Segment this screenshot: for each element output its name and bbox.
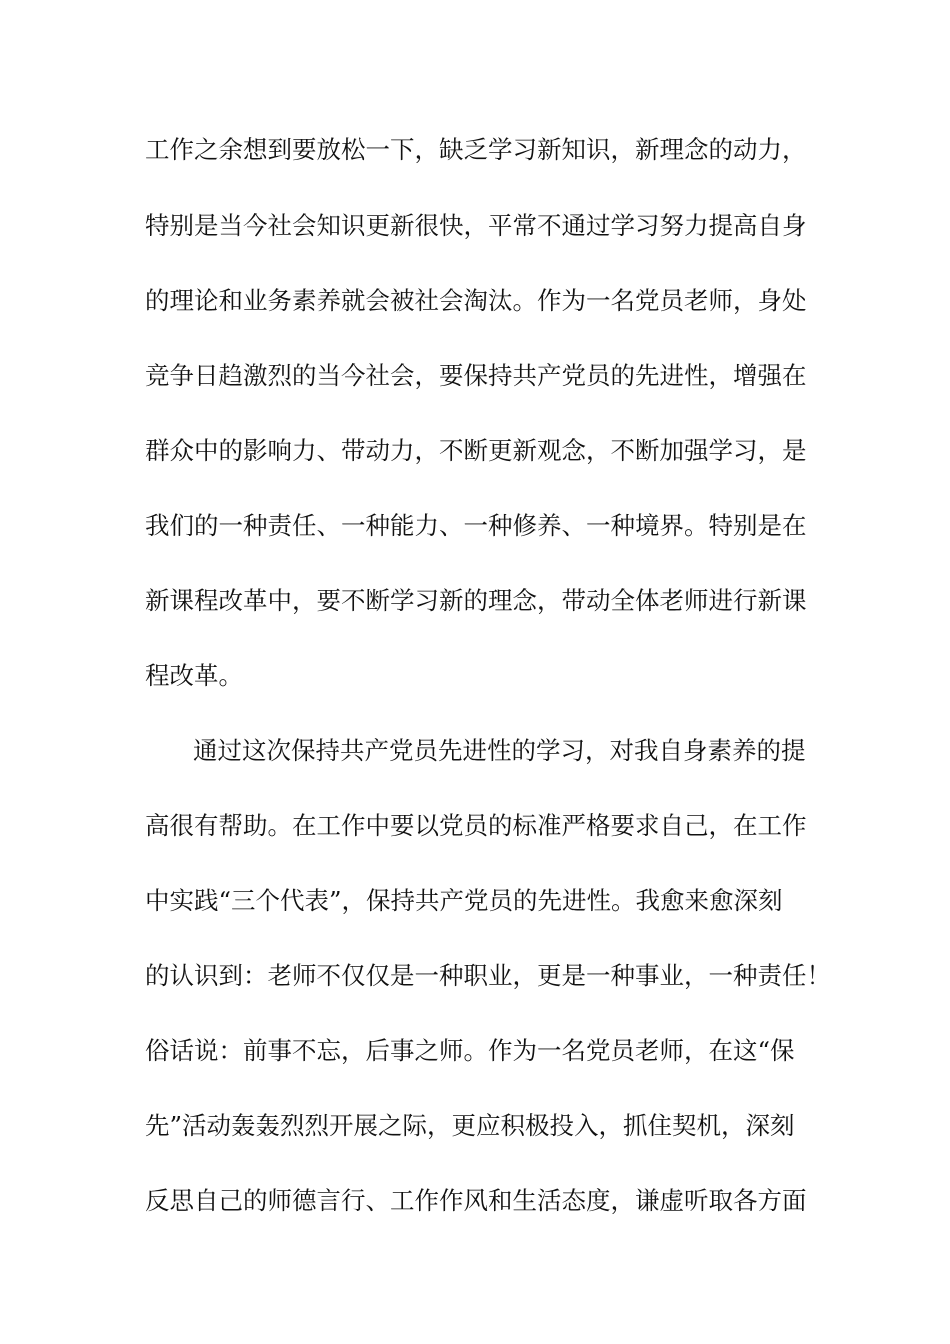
text-line: 竞争日趋激烈的当今社会，要保持共产党员的先进性，增强在 [145, 361, 807, 390]
text-line: 新课程改革中，要不断学习新的理念，带动全体老师进行新课 [145, 586, 807, 615]
text-line: 群众中的影响力、带动力，不断更新观念，不断加强学习，是 [145, 436, 807, 465]
text-line: 程改革。 [145, 661, 243, 690]
text-line: 俗话说：前事不忘，后事之师。作为一名党员老师，在这“保 [145, 1036, 795, 1065]
text-line: 的理论和业务素养就会被社会淘汰。作为一名党员老师，身处 [145, 286, 807, 315]
text-line: 工作之余想到要放松一下，缺乏学习新知识，新理念的动力， [145, 135, 807, 164]
text-line: 高很有帮助。在工作中要以党员的标准严格要求自己，在工作 [145, 811, 807, 840]
paragraph-first-line: 通过这次保持共产党员先进性的学习，对我自身素养的提 [193, 736, 806, 765]
text-line: 特别是当今社会知识更新很快，平常不通过学习努力提高自身 [145, 211, 807, 240]
text-line: 先”活动轰轰烈烈开展之际，更应积极投入，抓住契机，深刻 [145, 1111, 795, 1140]
text-line: 中实践“三个代表”，保持共产党员的先进性。我愈来愈深刻 [145, 886, 783, 915]
text-line: 我们的一种责任、一种能力、一种修养、一种境界。特别是在 [145, 511, 807, 540]
text-line: 的认识到：老师不仅仅是一种职业，更是一种事业，一种责任！ [145, 961, 831, 990]
text-line: 反思自己的师德言行、工作作风和生活态度，谦虚听取各方面 [145, 1186, 807, 1215]
